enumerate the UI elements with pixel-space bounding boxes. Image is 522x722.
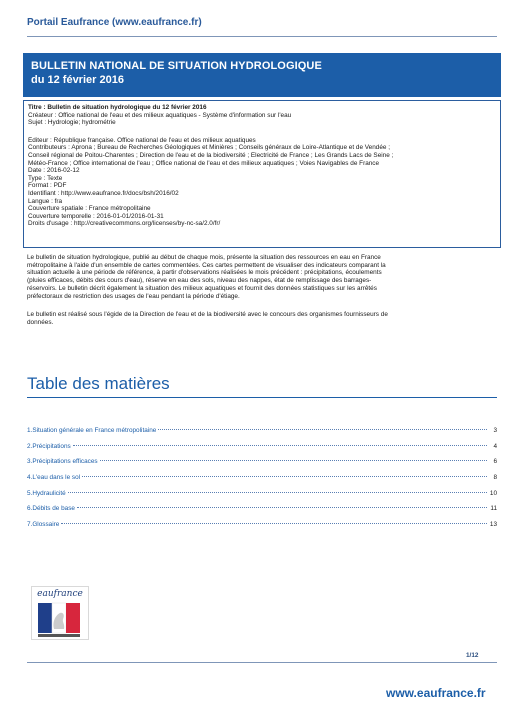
meta-contributeurs-3: Météo-France ; Office international de l'eau ; Office national de l'eau et des milieux aquatiques ; Voies Navigables de France [28, 159, 380, 167]
meta-identifiant[interactable]: Identifiant : http://www.eaufrance.fr/docs/bsh/2016/02 [28, 189, 179, 197]
toc-item-precipitations-efficaces[interactable] [27, 458, 497, 474]
toc-leader-dots [158, 429, 487, 430]
toc-leader-dots [68, 492, 487, 493]
toc-item-precipitations[interactable] [27, 443, 497, 459]
header-rule [27, 36, 497, 37]
toc-item-debits-de-base[interactable] [27, 505, 497, 521]
logo-wordmark: eaufrance [37, 589, 83, 599]
eaufrance-logo [31, 586, 89, 640]
intro-p1-line: métropolitaine à l'aide d'un ensemble de cartes commentées. Ces cartes permettent de visualiser des indicateurs comparant la [27, 261, 386, 269]
intro-p1-line: réservoirs. Le bulletin décrit également la situation des milieux aquatiques et fournit des données statistiques sur les arrêtés [27, 284, 377, 292]
toc-item-page: 10 [489, 489, 497, 497]
toc-item-situation-generale[interactable] [27, 427, 497, 443]
toc-leader-dots [73, 445, 487, 446]
meta-contributeurs-1: Contributeurs : Aprona ; Bureau de Recherches Géologiques et Minières ; Conseils généraux de Loire-Atlantique et de Vendée ; [28, 144, 391, 152]
toc-item-label[interactable]: 6.Débits de base [27, 505, 75, 513]
meta-sujet: Sujet : Hydrologie; hydrométrie [28, 119, 116, 127]
title-banner [23, 53, 501, 97]
meta-contributeurs-2: Conseil régional de Poitou-Charentes ; Direction de l'eau et de la biodiversité ; Electricité de France ; Les Grands Lacs de Seine ; [28, 151, 394, 159]
meta-format: Format : PDF [28, 182, 67, 190]
meta-type: Type : Texte [28, 174, 63, 182]
toc-item-label[interactable]: 1.Situation générale en France métropolitaine [27, 427, 157, 434]
toc-item-eau-dans-le-sol[interactable] [27, 474, 497, 490]
toc-leader-dots [61, 523, 487, 524]
intro-paragraph-1 [27, 254, 497, 300]
marianne-emblem-icon [32, 599, 88, 639]
toc-item-label[interactable]: 4.L'eau dans le sol [27, 474, 81, 482]
header-site-link[interactable]: Portail Eaufrance (www.eaufrance.fr) [27, 17, 202, 28]
intro-p2-line: données. [27, 318, 54, 326]
footer-rule [27, 662, 497, 663]
intro-p1-line: (pluies efficaces, débits des cours d'eau), réserve en eau des sols, niveau des nappes, état de remplissage des barrages- [27, 277, 372, 285]
toc-item-label[interactable]: 2.Précipitations [27, 442, 71, 450]
footer-site-link[interactable]: www.eaufrance.fr [386, 686, 486, 700]
toc-item-page: 11 [490, 505, 497, 513]
toc-item-label[interactable]: 3.Précipitations efficaces [27, 458, 98, 466]
toc-item-page: 6 [493, 458, 497, 466]
meta-createur: Créateur : Office national de l'eau et des milieux aquatiques - Système d'information sur l'eau [28, 111, 292, 119]
meta-langue: Langue : fra [28, 197, 63, 205]
metadata-box [23, 100, 501, 248]
toc-item-glossaire[interactable] [27, 521, 497, 537]
toc-item-page: 4 [493, 442, 497, 450]
meta-editeur: Éditeur : République française. Office national de l'eau et des milieux aquatiques [28, 136, 256, 144]
toc-item-hydraulicite[interactable] [27, 490, 497, 506]
toc-item-label[interactable]: 5.Hydraulicité [27, 489, 66, 497]
intro-p2-line: Le bulletin est réalisé sous l'égide de la Direction de l'eau et de la biodiversité avec le concours des organismes fournisseurs de [27, 311, 388, 318]
toc-item-page: 13 [489, 521, 497, 529]
page-number: 1/12 [466, 652, 479, 659]
toc-item-page: 3 [493, 427, 497, 434]
intro-p1-line: Le bulletin de situation hydrologique, publié au début de chaque mois, présente la situation des ressources en eau en France [27, 254, 381, 261]
toc-title: Table des matières [27, 374, 170, 393]
intro-p1-line: préfectoraux de restriction des usages de l'eau pendant la période d'étiage. [27, 292, 240, 300]
toc-list [27, 427, 497, 537]
bulletin-title: BULLETIN NATIONAL DE SITUATION HYDROLOGIQUE [31, 60, 322, 72]
bulletin-date: du 12 février 2016 [31, 74, 124, 86]
toc-leader-dots [100, 460, 487, 461]
toc-rule [27, 397, 497, 398]
meta-couverture-spatiale: Couverture spatiale : France métropolitaine [28, 205, 151, 213]
meta-titre: Titre : Bulletin de situation hydrologique du 12 février 2016 [28, 104, 207, 111]
toc-item-label[interactable]: 7.Glossaire [27, 521, 60, 529]
intro-paragraph-2 [27, 311, 497, 326]
intro-p1-line: situation actuelle à une période de référence, à partir d'observations réalisées le mois précédent : précipitations, écoulements [27, 269, 382, 277]
meta-date: Date : 2016-02-12 [28, 167, 80, 175]
meta-droits[interactable]: Droits d'usage : http://creativecommons.org/licenses/by-nc-sa/2.0/fr/ [28, 220, 221, 228]
toc-item-page: 8 [493, 474, 497, 482]
toc-leader-dots [82, 476, 487, 477]
meta-couverture-temporelle: Couverture temporelle : 2016-01-01/2016-01-31 [28, 212, 164, 220]
toc-leader-dots [77, 507, 487, 508]
